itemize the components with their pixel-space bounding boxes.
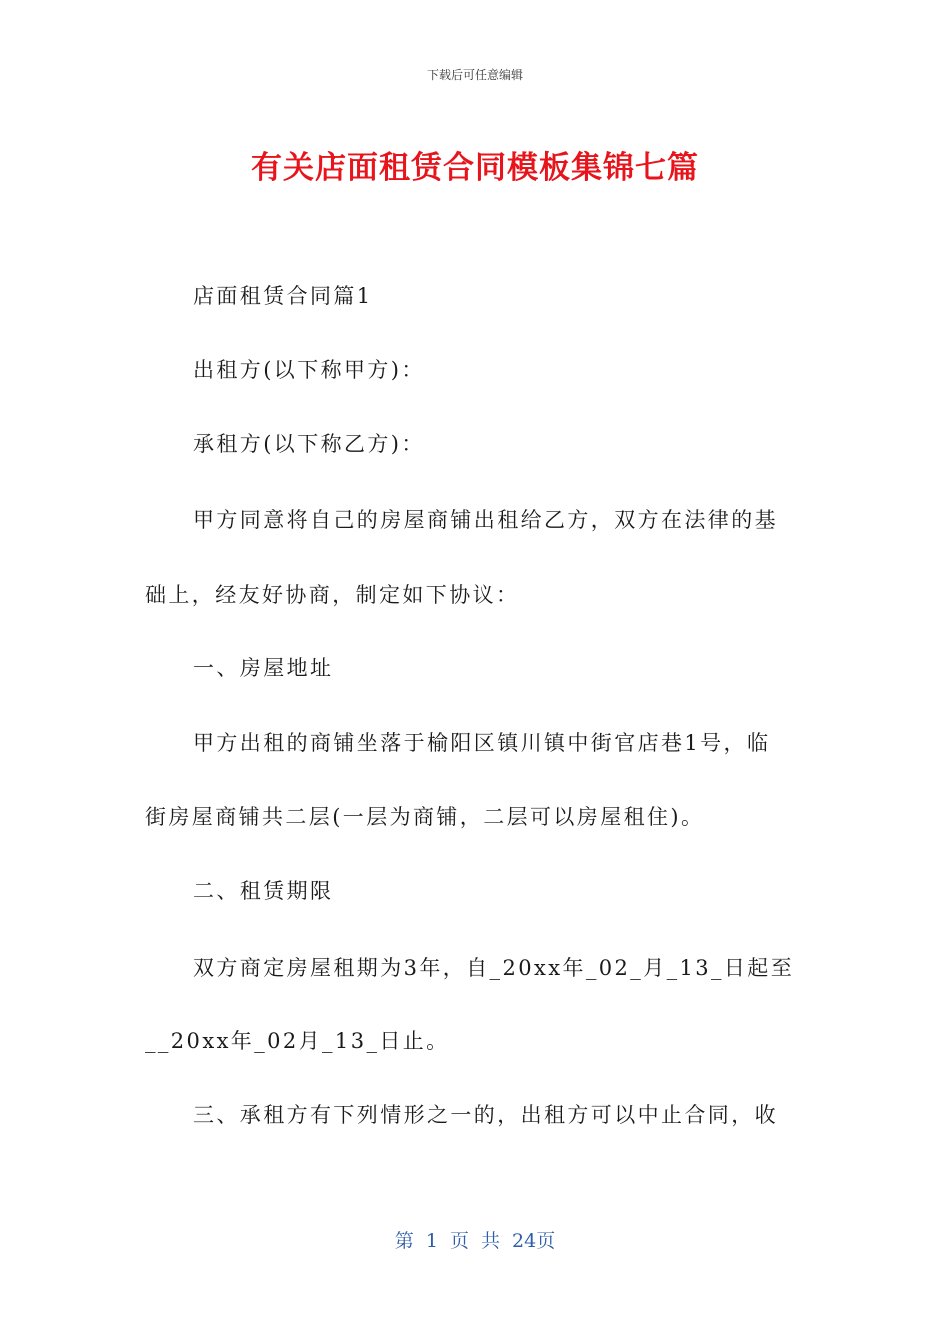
paragraph-line: 础上，经友好协商，制定如下协议： bbox=[145, 583, 520, 607]
paragraph-line: 甲方出租的商铺坐落于榆阳区镇川镇中街官店巷1号，临 bbox=[193, 731, 771, 755]
paragraph-line: __20xx年_02月_13_日止。 bbox=[145, 1029, 450, 1053]
paragraph-line: 甲方同意将自己的房屋商铺出租给乙方，双方在法律的基 bbox=[193, 508, 778, 532]
paragraph-line: 双方商定房屋租期为3年，自_20xx年_02_月_13_日起至 bbox=[193, 956, 795, 980]
clause-heading: 一、房屋地址 bbox=[193, 656, 334, 680]
paragraph-line: 街房屋商铺共二层(一层为商铺，二层可以房屋租住)。 bbox=[145, 805, 705, 829]
page-footer: 第 1 页 共 24页 bbox=[394, 1230, 556, 1252]
paragraph-line: 出租方(以下称甲方)： bbox=[193, 358, 425, 382]
paragraph-line: 三、承租方有下列情形之一的，出租方可以中止合同，收 bbox=[193, 1103, 778, 1127]
clause-heading: 二、租赁期限 bbox=[193, 879, 334, 903]
document-title: 有关店面租赁合同模板集锦七篇 bbox=[251, 150, 699, 186]
page-header: 下载后可任意编辑 bbox=[426, 68, 523, 82]
section-heading: 店面租赁合同篇1 bbox=[193, 284, 373, 308]
paragraph-line: 承租方(以下称乙方)： bbox=[193, 432, 425, 456]
